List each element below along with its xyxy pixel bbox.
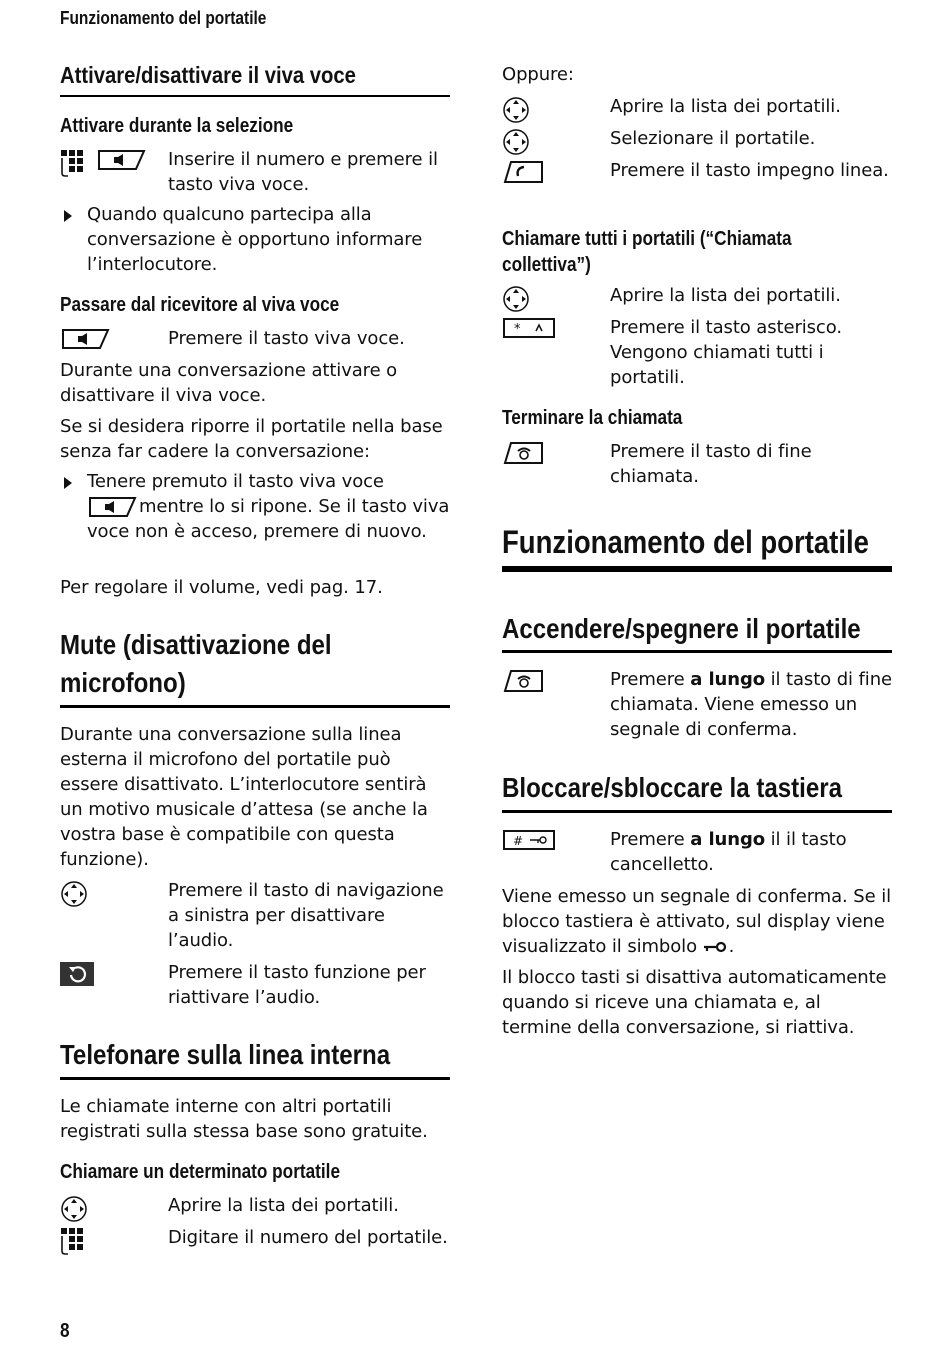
heading-power: Accendere/spegnere il portatile: [502, 613, 861, 644]
star-key-icon: [502, 317, 556, 339]
keypad-icon: [60, 149, 90, 177]
subheading-specific: Chiamare un determinato portatile: [60, 1161, 341, 1183]
step-open-list-collective-text: Aprire la lista dei portatili.: [610, 285, 841, 306]
end-call-key-icon: [502, 441, 544, 465]
key-lock-symbol-icon: [703, 940, 727, 954]
para-internal: Le chiamate interne con altri portatili registrati sulla stessa base sono gratuite.: [60, 1096, 428, 1142]
heading-rule: [60, 95, 450, 97]
heading-rule: [60, 705, 450, 708]
bullet-arrow-icon: [64, 210, 72, 222]
speaker-key-icon: [96, 149, 146, 171]
nav-key-icon: [60, 1195, 88, 1223]
svg-text:*: *: [514, 322, 521, 337]
section-title: Funzionamento del portatile: [502, 524, 869, 560]
para-volume: Per regolare il volume, vedi pag. 17.: [60, 577, 383, 598]
speaker-key-icon: [87, 496, 137, 518]
step-dial-text: Inserire il numero e premere il tasto viva voce.: [168, 149, 438, 195]
subheading-switch: Passare dal ricevitore al viva voce: [60, 294, 340, 316]
section-rule: [502, 566, 892, 572]
step-open-list-alt-text: Aprire la lista dei portatili.: [610, 96, 841, 117]
oppure-label: Oppure:: [502, 64, 574, 85]
step-func-text: Premere il tasto funzione per riattivare l’audio.: [168, 962, 426, 1008]
svg-text:#: #: [513, 834, 524, 848]
step-end-text: Premere il tasto di fine chiamata.: [610, 441, 812, 487]
subheading-activate-dialing: Attivare durante la selezione: [60, 115, 294, 137]
step-select-text: Selezionare il portatile.: [610, 128, 816, 149]
step-lock-text: Premere a lungo il il tasto cancelletto.: [610, 829, 847, 875]
step-digit-text: Digitare il numero del portatile.: [168, 1227, 448, 1248]
heading-mute: Mute (disattivazione del microfono): [60, 629, 332, 698]
heading-internal: Telefonare sulla linea interna: [60, 1039, 391, 1070]
step-nav-text: Premere il tasto di navigazione a sinistra per disattivare l’audio.: [168, 880, 444, 951]
bullet-inform-text: Quando qualcuno partecipa alla conversazione è opportuno informare l’interlocutore.: [87, 204, 423, 275]
subheading-collective: Chiamare tutti i portatili (“Chiamata collettiva”): [502, 228, 792, 276]
para-lock-confirm: Viene emesso un segnale di conferma. Se il blocco tastiera è attivato, sul display viene visualizzato il simbolo .: [502, 886, 892, 957]
mute-function-key-icon: [60, 962, 94, 986]
heading-rule: [60, 1077, 450, 1080]
talk-key-icon: [502, 160, 544, 184]
bullet-arrow-icon: [64, 477, 72, 489]
heading-rule: [502, 810, 892, 813]
heading-rule: [502, 650, 892, 653]
running-head: Funzionamento del portatile: [60, 8, 267, 28]
speaker-key-icon: [60, 328, 110, 350]
keypad-icon: [60, 1227, 90, 1255]
step-talk-text: Premere il tasto impegno linea.: [610, 160, 889, 181]
para-during: Durante una conversazione attivare o disattivare il viva voce.: [60, 360, 398, 406]
heading-lock: Bloccare/sbloccare la tastiera: [502, 772, 842, 803]
nav-key-icon: [502, 128, 530, 156]
end-call-key-icon: [502, 669, 544, 693]
page-number: 8: [60, 1320, 70, 1342]
step-switch-text: Premere il tasto viva voce.: [168, 328, 405, 349]
step-power-text: Premere a lungo il tasto di fine chiamata. Viene emesso un segnale di conferma.: [610, 669, 892, 740]
para-mute: Durante una conversazione sulla linea esterna il microfono del portatile può essere disattivato. L’interlocutore sentirà un motivo musicale d’attesa (se anche la vostra base è compatibile con questa funzione).: [60, 724, 428, 870]
subheading-end-call: Terminare la chiamata: [502, 407, 683, 429]
step-star-text: Premere il tasto asterisco. Vengono chiamati tutti i portatili.: [610, 317, 842, 388]
para-base: Se si desidera riporre il portatile nella base senza far cadere la conversazione:: [60, 416, 443, 462]
nav-key-icon: [502, 96, 530, 124]
bullet-hold-text: Tenere premuto il tasto viva voce mentre lo si ripone. Se il tasto viva voce non è acceso, premere di nuovo.: [87, 471, 450, 542]
nav-key-icon: [60, 880, 88, 908]
para-lock-auto: Il blocco tasti si disattiva automaticamente quando si riceve una chiamata e, al termine della conversazione, si riattiva.: [502, 967, 887, 1038]
hash-key-icon: [502, 829, 556, 851]
nav-key-icon: [502, 285, 530, 313]
step-open-list-text: Aprire la lista dei portatili.: [168, 1195, 399, 1216]
heading-speakerphone: Attivare/disattivare il viva voce: [60, 62, 356, 88]
